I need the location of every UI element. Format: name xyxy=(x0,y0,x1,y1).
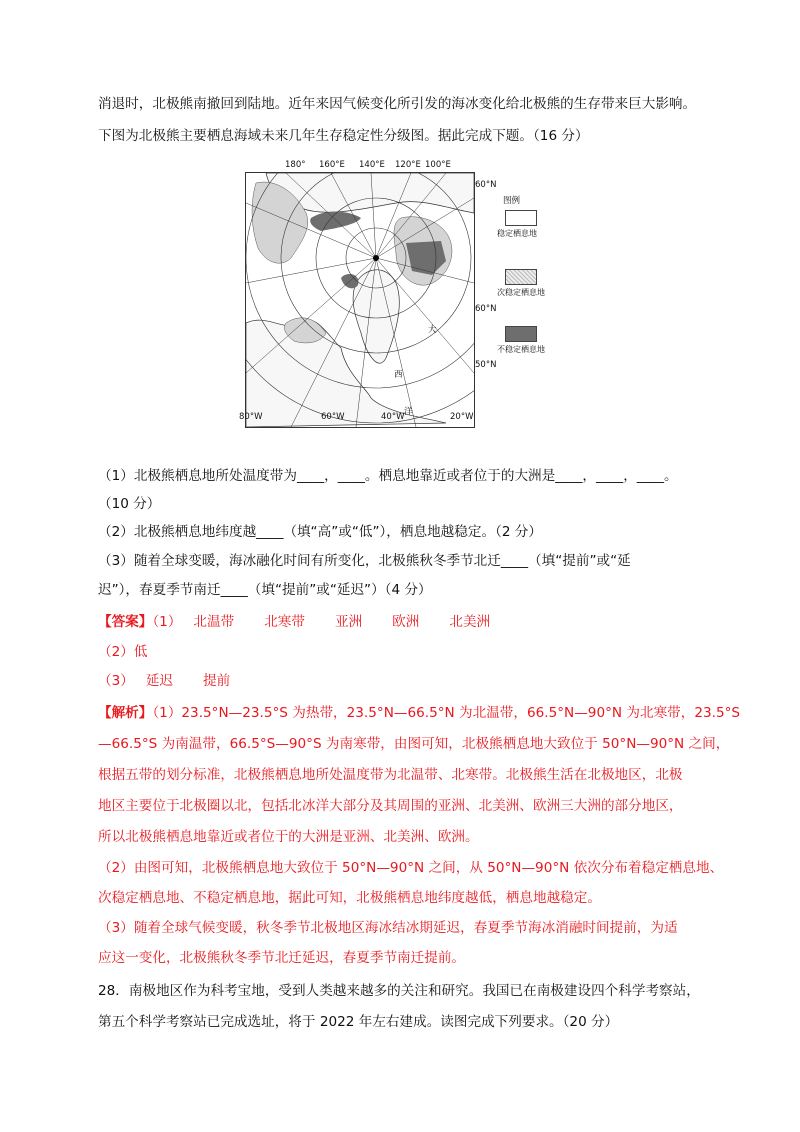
ocean-label: 洋 xyxy=(404,407,413,417)
map-top-label: 180° xyxy=(285,160,306,170)
unstable-habitat-zone xyxy=(310,212,361,231)
legend-swatch-stable xyxy=(505,210,537,226)
ocean-label: 大 xyxy=(428,325,437,335)
answer-prefix: （3） xyxy=(98,673,134,689)
answer-item: 北温带 xyxy=(193,614,235,630)
map-bottom-label: 60°W xyxy=(321,412,345,422)
analysis-tag: 【解析】 xyxy=(98,705,153,721)
map-bottom-label: 80°W xyxy=(239,412,263,422)
analysis-line-8: （3）随着全球气候变暖，秋冬季节北极地区海冰结冰期延迟，春夏季节海冰消融时间提前，为适 xyxy=(98,920,678,936)
analysis-line-1 xyxy=(98,703,740,723)
map-legend xyxy=(497,194,577,355)
legend-label-unstable: 不稳定栖息地 xyxy=(497,345,545,354)
arctic-habitat-map-figure xyxy=(239,160,551,428)
map-top-label: 120°E xyxy=(395,160,421,170)
analysis-line-5: 所以北极熊栖息地靠近或者位于的大洲是亚洲、北美洲、欧洲。 xyxy=(98,829,479,845)
legend-title: 图例 xyxy=(503,196,521,206)
next-question-line-2: 第五个科学考察站已完成选址，将于 2022 年左右建成。读图完成下列要求。（20 分） xyxy=(98,1014,619,1030)
analysis-text: （1）23.5°N—23.5°S 为热带，23.5°N—66.5°N 为北温带，66.5°N—90°N 为北寒带，23.5°S xyxy=(152,705,741,721)
answer-tag: 【答案】 xyxy=(98,614,153,630)
north-america-land xyxy=(246,320,446,427)
analysis-line-7: 次稳定栖息地、不稳定栖息地，据此可知，北极熊栖息地纬度越低，栖息地越稳定。 xyxy=(98,890,601,906)
next-question-line-1: 28．南极地区作为科考宝地，受到人类越来越多的关注和研究。我国已在南极建设四个科学考察站， xyxy=(98,983,700,999)
question-1-score: （10 分） xyxy=(98,496,161,512)
map-top-label: 100°E xyxy=(425,160,451,170)
map-right-label: 60°N xyxy=(475,180,497,190)
question-3-line-1: （3）随着全球变暖，海冰融化时间有所变化，北极熊秋冬季节北迁____（填“提前”或“延 xyxy=(98,553,631,569)
map-frame xyxy=(245,172,475,428)
map-right-label: 50°N xyxy=(475,360,497,370)
answer-item: 欧洲 xyxy=(392,614,420,630)
analysis-line-2: —66.5°S 为南温带，66.5°S—90°S 为南寒带，由图可知，北极熊栖息地大致位于 50°N—90°N 之间， xyxy=(98,736,730,752)
answer-line-2: （2）低 xyxy=(98,644,148,660)
analysis-line-3: 根据五带的划分标准，北极熊栖息地所处温度带为北温带、北寒带。北极熊生活在北极地区，北极 xyxy=(98,767,683,783)
legend-label-substable: 次稳定栖息地 xyxy=(497,288,545,297)
answer-line-3 xyxy=(98,671,260,691)
greenland-land xyxy=(353,270,399,363)
answer-item: 北寒带 xyxy=(264,614,305,630)
intro-line-2: 下图为北极熊主要栖息海域未来几年生存稳定性分级图。据此完成下题。（16 分） xyxy=(98,128,589,144)
map-top-label: 160°E xyxy=(319,160,345,170)
answer-line-1 xyxy=(98,612,520,632)
map-bottom-label: 40°W xyxy=(381,412,405,422)
question-2: （2）北极熊栖息地纬度越____（填“高”或“低”），栖息地越稳定。（2 分） xyxy=(98,524,542,540)
question-1: （1）北极熊栖息地所处温度带为____，____。栖息地靠近或者位于的大洲是____，____，____。 xyxy=(98,468,678,484)
analysis-line-9: 应这一变化，北极熊秋冬季节北迁延迟，春夏季节南迁提前。 xyxy=(98,950,466,966)
polar-projection-map xyxy=(246,173,474,427)
answer-prefix: （1） xyxy=(152,614,182,630)
map-right-label: 60°N xyxy=(475,304,497,314)
legend-swatch-substable xyxy=(505,269,537,285)
analysis-line-6: （2）由图可知，北极熊栖息地大致位于 50°N—90°N 之间，从 50°N—90°N 依次分布着稳定栖息地、 xyxy=(98,860,724,876)
ocean-label: 西 xyxy=(394,370,403,380)
intro-line-1: 消退时，北极熊南撤回到陆地。近年来因气候变化所引发的海冰变化给北极熊的生存带来巨大影响。 xyxy=(98,96,697,112)
legend-swatch-unstable xyxy=(505,326,537,342)
answer-item: 提前 xyxy=(203,673,231,689)
question-3-line-2: 迟”），春夏季节南迁____（填“提前”或“延迟”）（4 分） xyxy=(98,582,432,598)
answer-item: 亚洲 xyxy=(334,614,363,630)
answer-item: 延迟 xyxy=(145,673,174,689)
map-bottom-label: 20°W xyxy=(450,412,474,422)
analysis-line-4: 地区主要位于北极圈以北，包括北冰洋大部分及其周围的亚洲、北美洲、欧洲三大洲的部分地区， xyxy=(98,798,683,814)
north-pole-marker xyxy=(373,255,379,261)
legend-label-stable: 稳定栖息地 xyxy=(497,229,537,238)
answer-item: 北美洲 xyxy=(449,614,491,630)
map-top-label: 140°E xyxy=(359,160,385,170)
